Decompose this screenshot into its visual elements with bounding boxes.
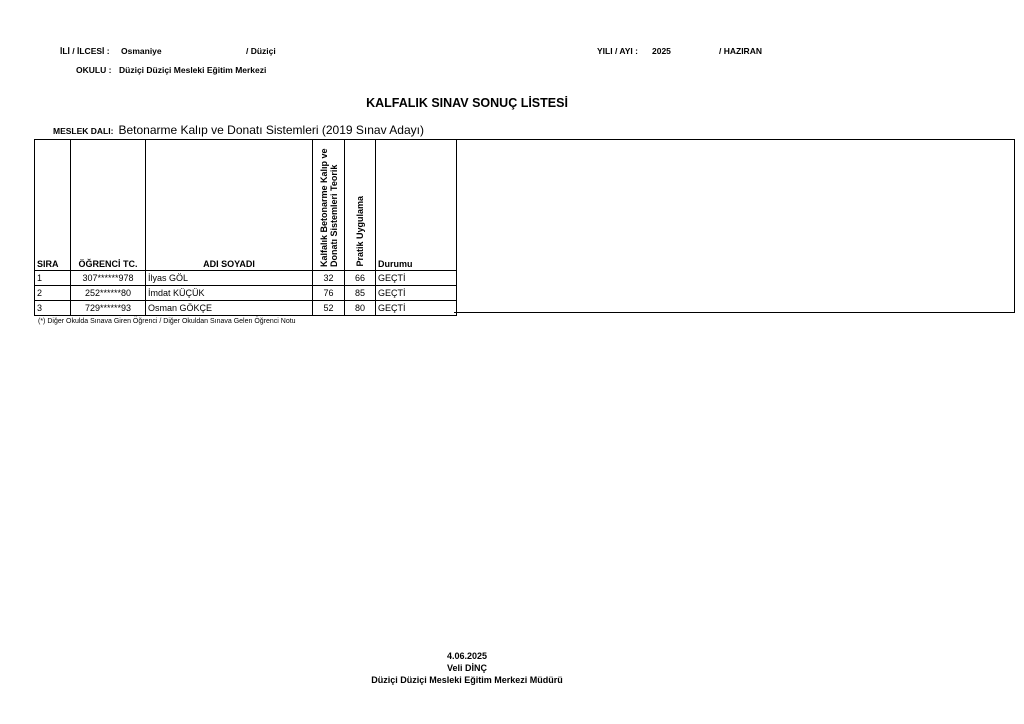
cell-teorik: 76 [313,286,345,301]
okul-value: Düziçi Düziçi Mesleki Eğitim Merkezi [119,65,267,75]
results-table [34,139,457,316]
cell-ad-soyad: İmdat KÜÇÜK [146,286,313,301]
col-header-pratik-label: Pratik Uygulama [355,196,365,267]
col-header-ad-soyad: ADI SOYADI [146,140,313,271]
ay-value: / HAZIRAN [719,46,762,56]
cell-durum: GEÇTİ [376,286,457,301]
table-row [35,271,457,286]
page-title: KALFALIK SINAV SONUÇ LİSTESİ [366,96,568,110]
table-row [35,301,457,316]
signature-date: 4.06.2025 [446,651,488,661]
il-value: Osmaniye [121,46,162,56]
col-header-sira: SIRA [35,140,71,271]
cell-tc: 252******80 [71,286,146,301]
meslek-dali-label: MESLEK DALI: [53,126,114,136]
meslek-dali-row [53,123,424,137]
yil-value: 2025 [652,46,671,56]
cell-tc: 729******93 [71,301,146,316]
cell-pratik: 66 [345,271,376,286]
table-header-row [35,140,457,271]
cell-durum: GEÇTİ [376,271,457,286]
il-ilce-label: İLİ / İLCESİ : [60,46,110,56]
col-header-pratik [345,140,376,271]
cell-teorik: 32 [313,271,345,286]
cell-pratik: 80 [345,301,376,316]
cell-sira: 1 [35,271,71,286]
col-header-teorik-label: Kalfalık Betonarme Kalıp ve Donatı Sistemleri Teorik [318,148,339,267]
okul-label: OKULU : [76,65,112,75]
cell-tc: 307******978 [71,271,146,286]
col-header-tc: ÖĞRENCİ TC. [71,140,146,271]
cell-ad-soyad: Osman GÖKÇE [146,301,313,316]
table-row [35,286,457,301]
cell-teorik: 52 [313,301,345,316]
signature-name: Veli DİNÇ [446,663,487,673]
cell-sira: 2 [35,286,71,301]
col-header-durum: Durumu [376,140,457,271]
cell-pratik: 85 [345,286,376,301]
cell-ad-soyad: İlyas GÖL [146,271,313,286]
signature-block [0,650,934,686]
yil-ay-label: YILI / AYI : [597,46,638,56]
cell-sira: 3 [35,301,71,316]
empty-table-area [454,139,1015,313]
cell-durum: GEÇTİ [376,301,457,316]
ilce-value: / Düziçi [246,46,276,56]
col-header-teorik [313,140,345,271]
footnote: (*) Diğer Okulda Sınava Giren Öğrenci / Diğer Okuldan Sınava Gelen Öğrenci Notu [38,318,296,325]
signature-title: Düziçi Düziçi Mesleki Eğitim Merkezi Müdürü [371,675,563,685]
meslek-dali-value: Betonarme Kalıp ve Donatı Sistemleri (2019 Sınav Adayı) [118,123,424,137]
